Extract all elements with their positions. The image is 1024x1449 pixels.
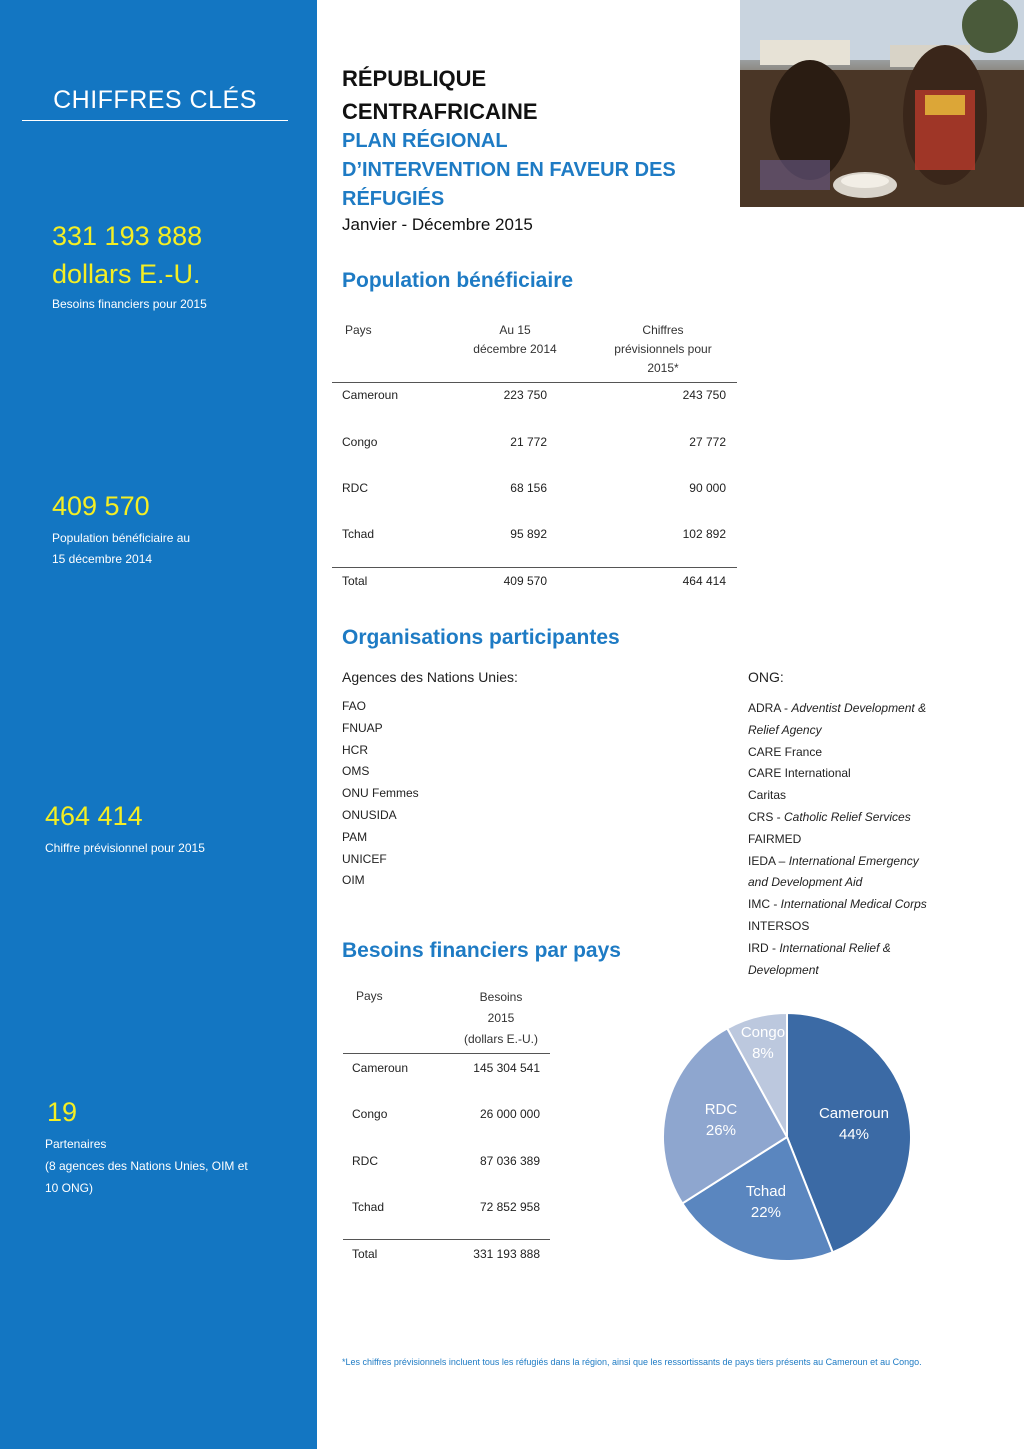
pop-col-country: Pays	[345, 323, 372, 337]
ngo-abbr: IMC -	[748, 897, 781, 912]
kf-funding-number: 331 193 888	[52, 221, 203, 251]
un-agencies-heading: Agences des Nations Unies:	[342, 669, 518, 685]
pop-row-forecast: 90 000	[689, 481, 726, 495]
country-title-line-1: RÉPUBLIQUE	[342, 66, 487, 91]
un-agency-item: FNUAP	[342, 720, 383, 735]
pop-row-dec2014: 21 772	[510, 435, 547, 449]
ngo-item	[748, 919, 809, 933]
kf-population-desc-2: 15 décembre 2014	[52, 552, 153, 566]
ngo-item	[748, 963, 819, 977]
plan-title-line-2: D’INTERVENTION EN FAVEUR DES	[342, 159, 676, 181]
plan-period: Janvier - Décembre 2015	[342, 215, 533, 234]
pop-col-forecast-line-3: 2015*	[647, 361, 679, 375]
sidebar-title: CHIFFRES CLÉS	[53, 86, 257, 114]
ngo-full-name: Catholic Relief Services	[784, 810, 911, 824]
ngo-abbr: IEDA –	[748, 853, 789, 868]
pop-total-rule	[332, 567, 737, 568]
ngo-item	[748, 766, 851, 780]
pie-label	[819, 1103, 889, 1145]
pop-col-dec2014-line-2: décembre 2014	[473, 342, 557, 356]
pop-total-forecast: 464 414	[682, 574, 726, 588]
fin-total-amount: 331 193 888	[473, 1247, 540, 1261]
fin-row-amount: 87 036 389	[479, 1154, 540, 1168]
ngo-full-name: International Relief &	[779, 940, 891, 955]
kf-population-desc-1: Population bénéficiaire au	[52, 531, 191, 545]
ngo-abbr: CRS -	[748, 810, 784, 824]
pie-label-category: Cameroun	[818, 1105, 890, 1123]
pop-row-forecast: 102 892	[682, 527, 726, 541]
kf-partners-desc-3: 10 ONG)	[45, 1181, 94, 1195]
un-agency-item: OMS	[342, 764, 370, 779]
ngo-item	[748, 745, 822, 759]
fin-total-rule	[343, 1239, 550, 1240]
un-agency-item: OIM	[342, 873, 365, 888]
ngo-full-name: Relief Agency	[748, 722, 822, 737]
kf-partners-desc-1: Partenaires	[45, 1137, 107, 1151]
pop-col-dec2014-line-1: Au 15	[499, 323, 531, 337]
fin-row-amount: 72 852 958	[479, 1200, 540, 1214]
pop-total-label: Total	[342, 574, 368, 588]
kf-forecast-number: 464 414	[45, 801, 143, 831]
fin-row-country: RDC	[352, 1154, 378, 1168]
kf-funding-desc: Besoins financiers pour 2015	[52, 297, 207, 311]
pop-row-country: Cameroun	[342, 388, 399, 402]
pop-row-country: RDC	[342, 481, 368, 495]
organisations-heading: Organisations participantes	[342, 626, 620, 649]
kf-forecast-desc: Chiffre prévisionnel pour 2015	[45, 841, 205, 855]
ngo-item	[748, 788, 786, 802]
pie-label-category: Tchad	[745, 1182, 786, 1200]
fin-col-needs-line-1: Besoins	[479, 990, 523, 1004]
photo-illustration	[740, 0, 1024, 207]
fin-row-amount: 145 304 541	[473, 1061, 540, 1075]
country-title	[342, 62, 538, 128]
un-agency-item: UNICEF	[342, 851, 387, 866]
pop-row-dec2014: 223 750	[503, 388, 547, 402]
un-agency-item: ONUSIDA	[342, 808, 397, 822]
pie-label-percent: 26%	[705, 1122, 736, 1140]
ngo-abbr: IRD -	[748, 940, 780, 955]
ngo-abbr: INTERSOS	[748, 919, 810, 933]
ngo-full-name: International Emergency	[788, 853, 919, 868]
ngo-item	[748, 941, 891, 955]
fin-row-country: Congo	[352, 1107, 388, 1121]
ngo-heading: ONG:	[748, 669, 784, 685]
pie-label-percent: 22%	[750, 1203, 781, 1221]
pie-label	[705, 1099, 738, 1141]
pie-label	[741, 1022, 785, 1064]
ngo-item	[748, 701, 926, 715]
population-heading: Population bénéficiaire	[342, 269, 574, 292]
fin-header-rule	[343, 1053, 550, 1054]
kf-funding-unit: dollars E.-U.	[52, 259, 201, 289]
fin-col-needs-line-3: (dollars E.-U.)	[463, 1032, 538, 1046]
pop-col-dec2014	[455, 321, 575, 359]
ngo-full-name: International Medical Corps	[780, 897, 927, 912]
pie-label-category: Congo	[740, 1024, 786, 1042]
pop-row-forecast: 27 772	[689, 435, 726, 449]
fin-row-country: Tchad	[352, 1200, 385, 1214]
pop-row-country: Congo	[342, 435, 378, 449]
pop-row-dec2014: 95 892	[510, 527, 547, 541]
ngo-item	[748, 897, 927, 911]
pop-col-forecast-line-2: prévisionnels pour	[614, 342, 712, 356]
fin-col-needs	[448, 987, 554, 1050]
key-figures-sidebar	[0, 0, 317, 1449]
pop-header-rule	[332, 382, 737, 383]
ngo-item	[748, 875, 862, 889]
fin-row-country: Cameroun	[352, 1061, 409, 1075]
un-agency-item: FAO	[342, 699, 367, 713]
pie-label	[746, 1181, 786, 1223]
pop-col-forecast-line-1: Chiffres	[642, 323, 684, 337]
ngo-item	[748, 854, 919, 868]
ngo-abbr: ADRA -	[748, 701, 792, 715]
pie-label-category: RDC	[704, 1101, 738, 1119]
sidebar-divider	[22, 120, 288, 121]
kf-partners-number: 19	[47, 1097, 78, 1127]
plan-title	[342, 127, 722, 214]
pop-row-dec2014: 68 156	[510, 481, 547, 495]
fin-col-country: Pays	[356, 989, 383, 1003]
ngo-full-name: Adventist Development &	[791, 701, 927, 715]
un-agency-item: HCR	[342, 742, 368, 757]
pop-total-dec2014: 409 570	[503, 574, 547, 588]
kf-partners-desc-2: (8 agences des Nations Unies, OIM et	[45, 1159, 248, 1173]
country-title-line-2: CENTRAFRICAINE	[342, 99, 538, 124]
ngo-full-name: and Development Aid	[748, 875, 863, 890]
pie-label-percent: 8%	[752, 1045, 774, 1063]
ngo-abbr: Caritas	[748, 788, 787, 803]
ngo-abbr: CARE International	[748, 766, 851, 781]
ngo-item	[748, 723, 822, 737]
ngo-item	[748, 832, 801, 846]
pop-row-country: Tchad	[342, 527, 375, 541]
un-agency-item: ONU Femmes	[342, 786, 419, 801]
plan-title-line-3: RÉFUGIÉS	[342, 188, 445, 210]
refugees-photo	[740, 0, 1024, 207]
fin-col-needs-line-2: 2015	[487, 1011, 515, 1025]
un-agency-item: PAM	[342, 829, 368, 844]
ngo-item	[748, 810, 911, 824]
fin-total-label: Total	[352, 1247, 378, 1261]
ngo-abbr: CARE France	[748, 744, 823, 759]
ngo-abbr: FAIRMED	[748, 831, 802, 846]
footnote: *Les chiffres prévisionnels incluent tous les réfugiés dans la région, ainsi que les ressortissants de pays tiers présents au Cameroun et au Congo.	[342, 1357, 922, 1367]
financial-heading: Besoins financiers par pays	[342, 939, 621, 962]
fin-row-amount: 26 000 000	[479, 1107, 540, 1121]
kf-population-number: 409 570	[52, 491, 150, 521]
ngo-full-name: Development	[748, 962, 819, 977]
plan-title-line-1: PLAN RÉGIONAL	[342, 130, 508, 152]
pop-col-forecast	[598, 321, 728, 378]
pop-row-forecast: 243 750	[682, 388, 726, 402]
pie-label-percent: 44%	[838, 1126, 869, 1144]
